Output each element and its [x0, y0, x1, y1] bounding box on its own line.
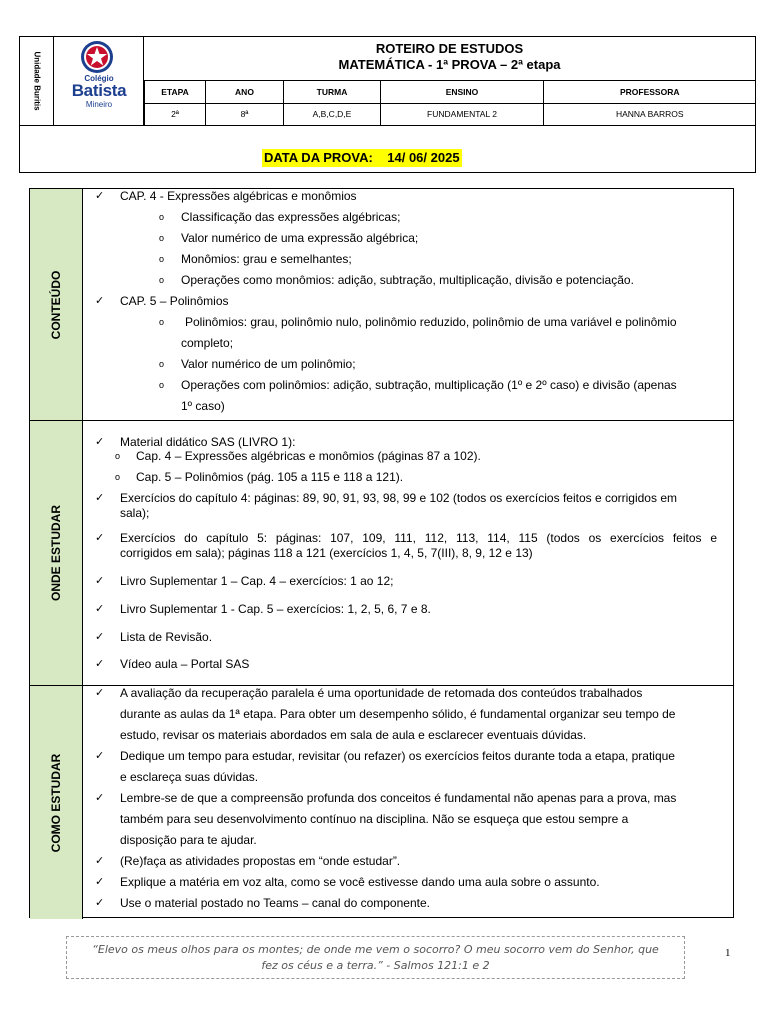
circle-bullet-icon: o — [159, 212, 165, 222]
logo-text-college: Colégio — [84, 74, 114, 83]
section-content-list: ✓ CAP. 4 - Expressões algébricas e monômios o Classificação das expressões algébricas; o Valor numérico de uma expressão algébrica; o Monômios: grau e semelhantes; o Operações como monômios: adição, subtração, multiplicação, divisão e potenciação. ✓ CAP. 5 – Polinômios o Polinômios: grau, polinômio nulo, polinômio reduzido, polinômio de uma variável e polinômio completo; o Valor numérico de um polinômio; o Operações com polinômios: adição, subtração, multiplicação (1º e 2º caso) e divisão (apenas 1º caso) — [95, 189, 677, 413]
circle-bullet-icon: o — [159, 380, 165, 390]
bible-quote-box — [66, 936, 685, 979]
section-label: COMO ESTUDAR — [49, 753, 63, 852]
checkmark-icon: ✓ — [95, 855, 105, 867]
section-how-list: ✓ A avaliação da recuperação paralela é uma oportunidade de retomada dos conteúdos trabalhados durante as aulas da 1ª etapa. Para obter um desempenho sólido, é fundamental organizar seu tempo de estudo, revisar os materiais abordados em sala de aula e esclarecer eventuais dúvidas. ✓ Dedique um tempo para estudar, revisitar (ou refazer) os exercícios feitos durante toda a etapa, pratique e esclareça suas dúvidas. ✓ Lembre-se de que a compreensão profunda dos conceitos é fundamental não apenas para a prova, mas também para seu desenvolvimento contínuo na disciplina. Não se esqueça que estou sempre a disposição para te ajudar. ✓ (Re)faça as atividades propostas em “onde estudar”. ✓ Explique a matéria em voz alta, como se você estivesse dando uma aula sobre o assunto. ✓ Use o material postado no Teams – canal do componente. — [95, 686, 677, 910]
column-header-level: ENSINO — [381, 81, 544, 103]
checkmark-icon: ✓ — [95, 295, 105, 307]
column-header-class: TURMA — [284, 81, 381, 103]
logo-text-region: Mineiro — [85, 100, 113, 109]
circle-bullet-icon: o — [159, 275, 165, 285]
exam-date-value: 14/ 06/ 2025 — [387, 150, 460, 165]
checkmark-icon: ✓ — [95, 603, 105, 615]
checkmark-icon: ✓ — [95, 876, 105, 888]
checkmark-icon: ✓ — [95, 190, 105, 202]
year-value: 8ª — [206, 103, 284, 125]
study-guide-table — [29, 188, 734, 918]
checkmark-icon: ✓ — [95, 532, 105, 544]
header-table — [19, 36, 756, 173]
teacher-value: HANNA BARROS — [544, 103, 756, 125]
exam-date — [262, 149, 462, 167]
circle-bullet-icon: o — [115, 451, 121, 461]
exam-date-label: DATA DA PROVA: — [264, 150, 373, 165]
checkmark-icon: ✓ — [95, 436, 105, 448]
info-table — [144, 81, 756, 126]
column-header-teacher: PROFESSORA — [544, 81, 756, 103]
class-value: A,B,C,D,E — [284, 103, 381, 125]
checkmark-icon: ✓ — [95, 750, 105, 762]
circle-bullet-icon: o — [115, 472, 121, 482]
unit-label: Unidade Buritis — [32, 51, 41, 111]
section-label: ONDE ESTUDAR — [49, 504, 63, 602]
level-value: FUNDAMENTAL 2 — [381, 103, 544, 125]
section-label-cell — [30, 686, 83, 919]
quote-line: fez os céus e a terra.” - Salmos 121:1 e 2 — [261, 959, 490, 972]
checkmark-icon: ✓ — [95, 658, 105, 670]
checkmark-icon: ✓ — [95, 631, 105, 643]
stage-value: 2ª — [145, 103, 206, 125]
quote-line: “Elevo os meus olhos para os montes; de onde me vem o socorro? O meu socorro vem do Senhor, que — [92, 943, 659, 956]
section-where-to-study — [30, 421, 733, 686]
section-label-cell — [30, 421, 83, 685]
exam-date-row — [20, 125, 755, 172]
school-logo — [54, 37, 144, 125]
logo-text-name: Batista — [71, 81, 127, 100]
checkmark-icon: ✓ — [95, 575, 105, 587]
section-content — [30, 189, 733, 421]
unit-label-cell — [20, 37, 54, 125]
section-label-cell — [30, 189, 83, 420]
section-how-to-study — [30, 686, 733, 919]
checkmark-icon: ✓ — [95, 792, 105, 804]
circle-bullet-icon: o — [159, 359, 165, 369]
school-emblem-icon — [80, 40, 114, 74]
document-subtitle: MATEMÁTICA - 1ª PROVA – 2ª etapa — [338, 57, 561, 72]
column-header-year: ANO — [206, 81, 284, 103]
section-where-list: ✓ Material didático SAS (LIVRO 1): o Cap. 4 – Expressões algébricas e monômios (páginas 87 a 102). o Cap. 5 – Polinômios (pág. 105 a 115 e 118 a 121). ✓ Exercícios do capítulo 4: páginas: 89, 90, 91, 93, 98, 99 e 102 (todos os exercícios feitos e corrigidos em sala); ✓ Exercícios do capítulo 5: páginas: 107, 109, 111, 112, 113, 114, 115 (todos os exercícios feitos e corrigidos em sala); páginas 118 a 121 (exercícios 1, 4, 5, 7(III), 8, 9, 12 e 13) ✓ Livro Suplementar 1 – Cap. 4 – exercícios: 1 ao 12; ✓ Livro Suplementar 1 - Cap. 5 – exercícios: 1, 2, 5, 6, 7 e 8. ✓ Lista de Revisão. ✓ Vídeo aula – Portal SAS — [95, 435, 717, 671]
document-title: ROTEIRO DE ESTUDOS — [375, 41, 524, 56]
circle-bullet-icon: o — [159, 233, 165, 243]
page-number: 1 — [725, 947, 731, 959]
checkmark-icon: ✓ — [95, 897, 105, 909]
section-label: CONTEÚDO — [49, 270, 63, 339]
column-header-stage: ETAPA — [145, 81, 206, 103]
title-block — [144, 37, 755, 81]
checkmark-icon: ✓ — [95, 687, 105, 699]
circle-bullet-icon: o — [159, 254, 165, 264]
checkmark-icon: ✓ — [95, 492, 105, 504]
circle-bullet-icon: o — [159, 317, 165, 327]
